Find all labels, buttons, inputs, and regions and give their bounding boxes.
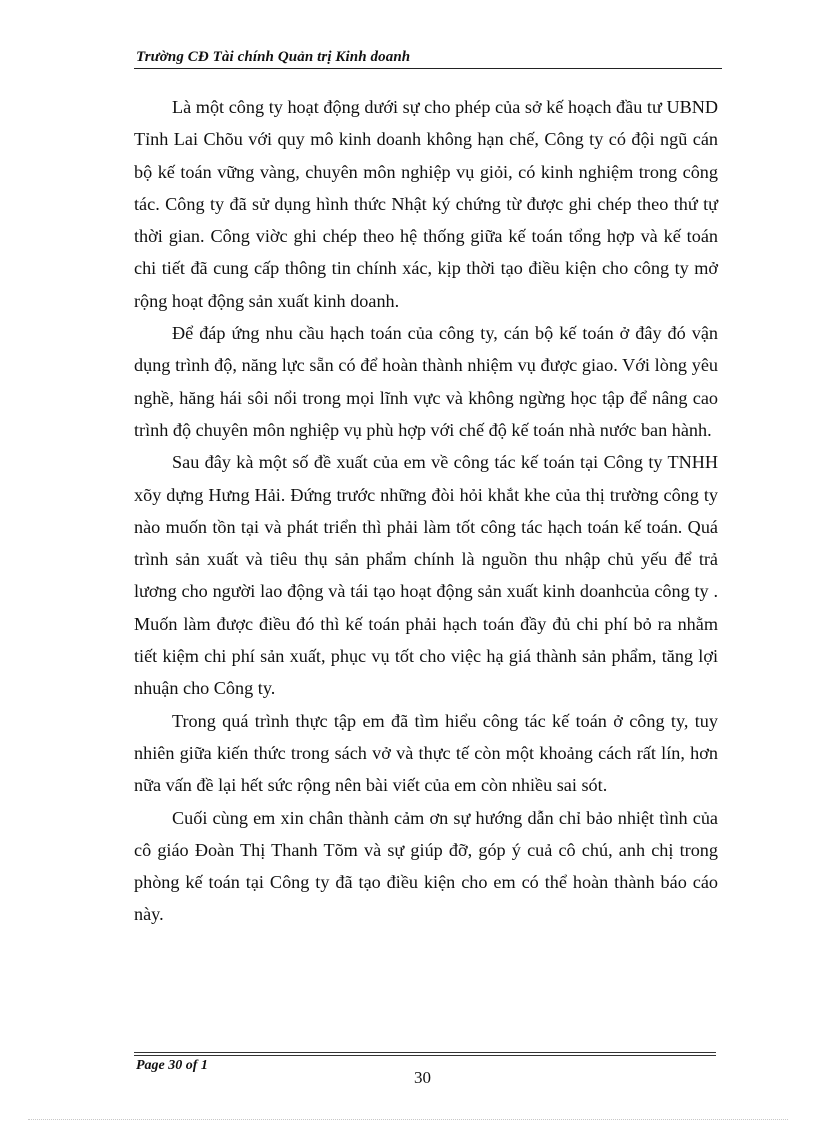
body-paragraph: Là một công ty hoạt động dưới sự cho phép của sở kế hoạch đầu tư UBND Tỉnh Lai Chõu với quy mô kinh doanh không hạn chế, Công ty có đội ngũ cán bộ kế toán vững vàng, chuyên môn nghiệp vụ giỏi, có kinh nghiệm trong công tác. Công ty đã sử dụng hình thức Nhật ký chứng từ được ghi chép theo thứ tự thời gian. Công viờc ghi chép theo hệ thống giữa kế toán tổng hợp và kế toán chi tiết đã cung cấp thông tin chính xác, kịp thời tạo điều kiện cho công ty mở rộng hoạt động sản xuất kinh doanh. [134,97,718,311]
page-edge-dotted-line [28,1119,788,1120]
body-paragraph: Sau đây kà một số đề xuất của em về công tác kế toán tại Công ty TNHH xõy dựng Hưng Hải. Đứng trước những đòi hỏi khắt khe của thị trường công ty nào muốn tồn tại và phát triển thì phải làm tốt công tác hạch toán kế toán. Quá trình sản xuất và tiêu thụ sản phẩm chính là nguồn thu nhập chủ yếu để trả lương cho người lao động và tái tạo hoạt động sản xuất kinh doanhcủa công ty . Muốn làm được điều đó thì kế toán phải hạch toán đầy đủ chi phí bỏ ra nhằm tiết kiệm chi phí sản xuất, phục vụ tốt cho việc hạ giá thành sản phẩm, tăng lợi nhuận cho Công ty. [134,452,718,699]
footer-divider [134,1055,716,1056]
page-number: 30 [414,1068,431,1087]
body-paragraph: Trong quá trình thực tập em đã tìm hiểu công tác kế toán ở công ty, tuy nhiên giữa kiến thức trong sách vở và thực tế còn một khoảng cách rất lín, hơn nữa vấn đề lại hết sức rộng nên bài viết của em còn nhiều sai sót. [134,710,718,796]
footer-page-label: Page 30 of 1 [136,1058,208,1073]
body-paragraph: Cuối cùng em xin chân thành cảm ơn sự hướng dẫn chỉ bảo nhiệt tình của cô giáo Đoàn Thị Thanh Tõm và sự giúp đỡ, góp ý cuả cô chú, anh chị trong phòng kế toán tại Công ty đã tạo điều kiện cho em có thể hoàn thành báo cáo này. [134,807,718,925]
header-title: Trường CĐ Tài chính Quản trị Kinh doanh [136,49,411,65]
document-body [134,91,718,931]
body-paragraph: Để đáp ứng nhu cầu hạch toán của công ty, cán bộ kế toán ở đây đó vận dụng trình độ, năng lực sẵn có để hoàn thành nhiệm vụ được giao. Với lòng yêu nghề, hăng hái sôi nổi trong mọi lĩnh vực và không ngừng học tập để nâng cao trình độ chuyên môn nghiệp vụ phù hợp với chế độ kế toán nhà nước ban hành. [134,323,718,440]
page-header [134,48,722,69]
footer-divider [134,1052,716,1053]
